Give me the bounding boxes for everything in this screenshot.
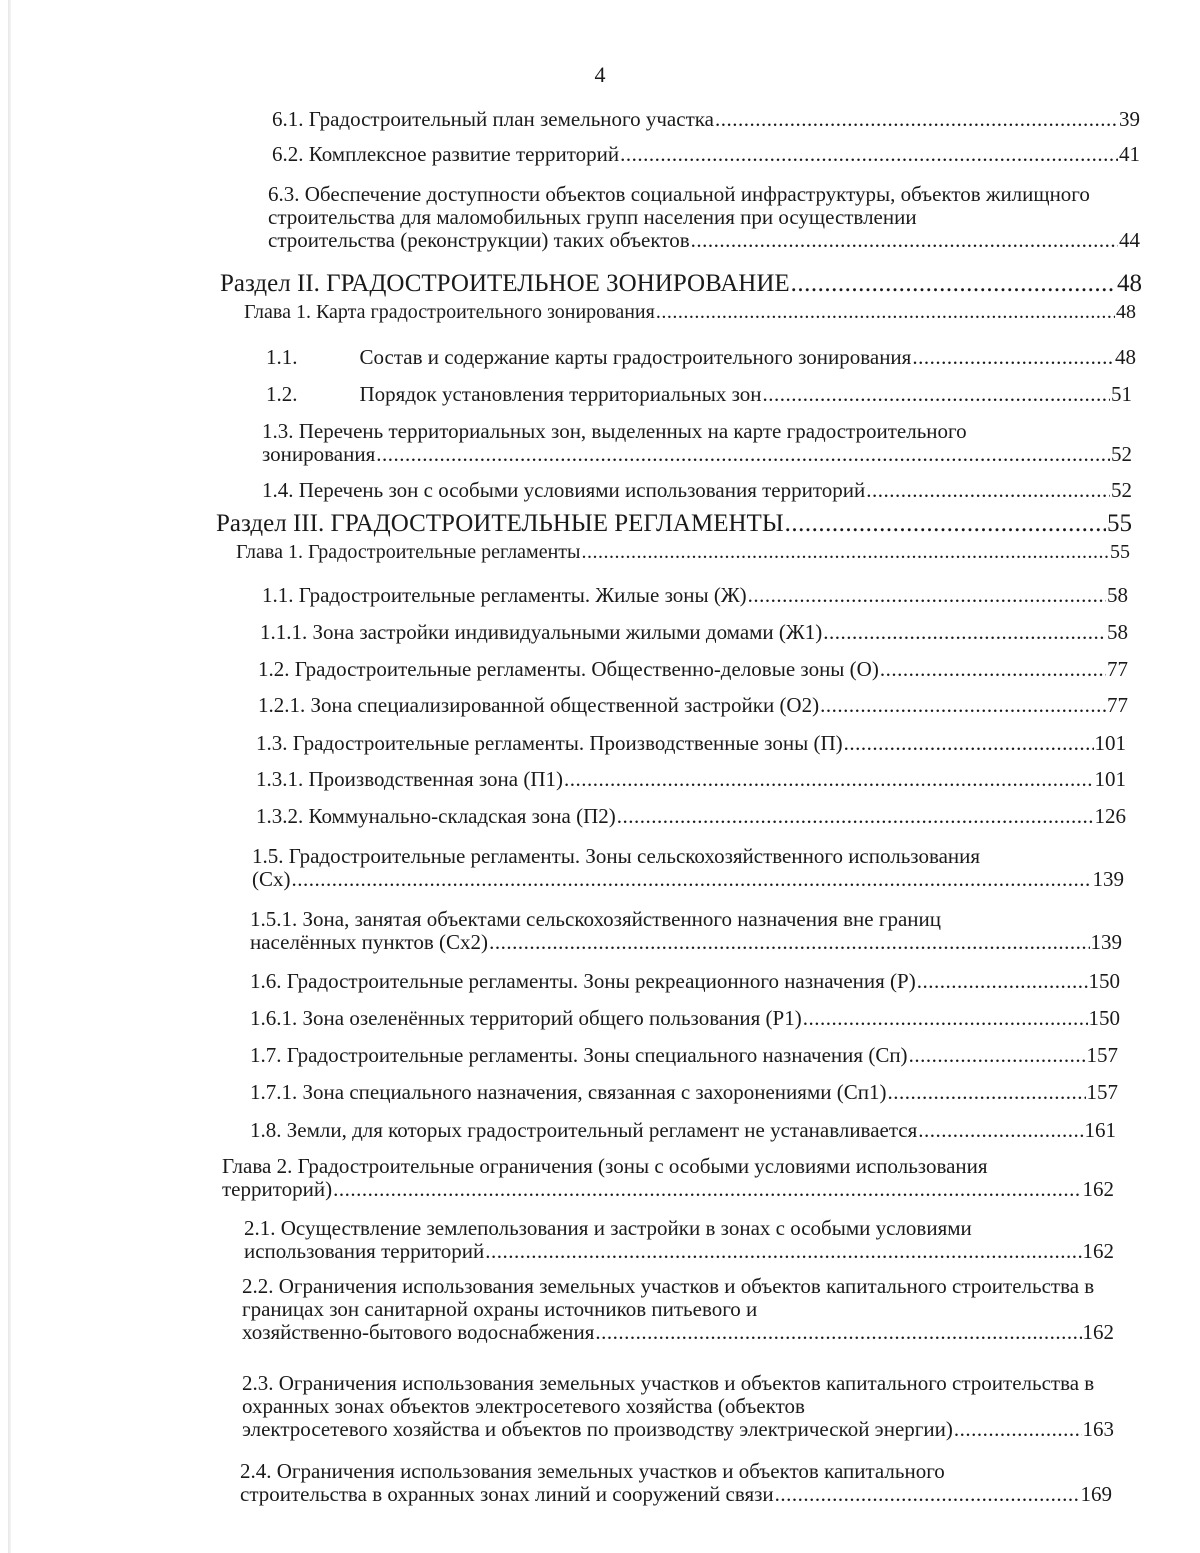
toc-entry-title: 1.7. Градостроительные регламенты. Зоны специального назначения (Сп) — [250, 1043, 908, 1067]
toc-leader — [866, 479, 1110, 502]
toc-entry-page: 157 — [1086, 1080, 1118, 1104]
toc-entry-page: 162 — [1082, 1239, 1114, 1263]
toc-entry-title: использования территорий — [244, 1239, 485, 1263]
toc-entry — [260, 621, 1128, 644]
toc-entry-title: 1.3.1. Производственная зона (П1) — [256, 767, 564, 791]
toc-entry-title: хозяйственно-бытового водоснабжения — [242, 1320, 595, 1344]
toc-entry-page: 58 — [1107, 583, 1128, 607]
toc-entry-title-wrap: 1.5. Градостроительные регламенты. Зоны сельскохозяйственного использования — [252, 844, 981, 868]
toc-entry — [268, 183, 1140, 252]
toc-entry-number: 1.1. — [266, 345, 298, 369]
toc-entry-title: Глава 1. Карта градостроительного зонирования — [244, 301, 655, 323]
toc-leader — [656, 301, 1115, 323]
toc-leader — [715, 108, 1118, 131]
toc-section — [216, 510, 1132, 538]
toc-entry-title: Раздел III. ГРАДОСТРОИТЕЛЬНЫЕ РЕГЛАМЕНТЫ — [216, 510, 784, 537]
toc-entry-title: 1.3. Градостроительные регламенты. Производственные зоны (П) — [256, 731, 843, 755]
toc-entry — [250, 970, 1120, 993]
toc-entry-page: 77 — [1107, 693, 1128, 717]
toc-leader — [785, 510, 1106, 538]
toc-entry-title-wrap: 1.3. Перечень территориальных зон, выделенных на карте градостроительного — [262, 419, 967, 443]
toc-section — [220, 270, 1142, 298]
toc-entry-title: электросетевого хозяйства и объектов по производству электрической энергии) — [242, 1417, 953, 1441]
toc-leader — [333, 1178, 1081, 1201]
toc-entry-title: 1.1.1. Зона застройки индивидуальными жилыми домами (Ж1) — [260, 620, 823, 644]
toc-entry-title-wrap: 2.2. Ограничения использования земельных участков и объектов капитального строительства в границах зон санитарной охраны источников питьевого и — [242, 1274, 1095, 1321]
toc-leader — [775, 1483, 1080, 1506]
toc-leader — [844, 732, 1094, 755]
toc-entry — [250, 1044, 1118, 1067]
toc-entry-page: 44 — [1119, 228, 1140, 252]
toc-leader — [595, 1321, 1081, 1344]
toc-leader — [581, 541, 1109, 563]
toc-entry-title: Состав и содержание карты градостроительного зонирования — [359, 345, 912, 369]
toc-entry-title: населённых пунктов (Сх2) — [250, 930, 489, 954]
toc-entry-page: 52 — [1111, 442, 1132, 466]
toc-entry-page: 52 — [1111, 478, 1132, 502]
toc-entry-title: Глава 1. Градостроительные регламенты — [236, 541, 581, 563]
toc-leader — [485, 1240, 1081, 1263]
toc-entry-title: территорий) — [222, 1177, 333, 1201]
toc-leader — [880, 658, 1106, 681]
toc-entry-title: 1.1. Градостроительные регламенты. Жилые зоны (Ж) — [262, 583, 747, 607]
toc-leader — [620, 143, 1118, 166]
toc-entry-page: 48 — [1116, 301, 1136, 323]
toc-entry-page: 169 — [1080, 1482, 1112, 1506]
toc-entry-title: строительства в охранных зонах линий и сооружений связи — [240, 1482, 774, 1506]
toc-leader — [918, 1119, 1083, 1142]
toc-leader — [763, 383, 1110, 406]
toc-entry-title-wrap: 2.1. Осуществление землепользования и застройки в зонах с особыми условиями — [244, 1216, 972, 1240]
toc-entry-number: 1.2. — [266, 382, 298, 406]
toc-entry-page: 58 — [1107, 620, 1128, 644]
toc-entry-title-wrap: Глава 2. Градостроительные ограничения (зоны с особыми условиями использования — [222, 1154, 988, 1178]
toc-entry-title: 6.1. Градостроительный план земельного участка — [272, 107, 714, 131]
toc-leader — [791, 270, 1116, 298]
toc-entry — [244, 1217, 1114, 1263]
toc-entry-title-wrap: 2.3. Ограничения использования земельных участков и объектов капитального строительства в охранных зонах объектов электросетевого хозяйства (объектов — [242, 1371, 1095, 1418]
toc-chapter — [244, 301, 1136, 323]
toc-entry-title-wrap: 2.4. Ограничения использования земельных участков и объектов капитального — [240, 1459, 945, 1483]
toc-entry-page: 163 — [1082, 1417, 1114, 1441]
toc-entry-page: 161 — [1084, 1118, 1116, 1142]
toc-leader — [564, 768, 1093, 791]
toc-entry — [242, 1372, 1114, 1441]
toc-leader — [917, 970, 1088, 993]
toc-chapter — [222, 1155, 1114, 1201]
toc-entry-title: 6.2. Комплексное развитие территорий — [272, 142, 620, 166]
toc-entry-title: 1.2.1. Зона специализированной общественной застройки (О2) — [258, 693, 820, 717]
toc-entry — [262, 584, 1128, 607]
toc-entry-title: 1.6. Градостроительные регламенты. Зоны рекреационного назначения (Р) — [250, 969, 916, 993]
toc-entry — [258, 658, 1128, 681]
toc-entry — [262, 479, 1132, 502]
toc-entry-title: 1.7.1. Зона специального назначения, связанная с захоронениями (Сп1) — [250, 1080, 887, 1104]
toc-entry-page: 48 — [1115, 345, 1136, 369]
toc-entry-title: зонирования — [262, 442, 376, 466]
toc-entry — [272, 108, 1140, 131]
toc-leader — [292, 868, 1092, 891]
toc-entry-title: Раздел II. ГРАДОСТРОИТЕЛЬНОЕ ЗОНИРОВАНИЕ — [220, 270, 790, 297]
toc-entry — [256, 805, 1126, 828]
toc-entry-title: 1.6.1. Зона озеленённых территорий общего пользования (Р1) — [250, 1006, 802, 1030]
toc-entry — [256, 768, 1126, 791]
toc-entry — [252, 845, 1124, 891]
toc-entry — [250, 908, 1122, 954]
toc-entry-page: 51 — [1111, 382, 1132, 406]
toc-leader — [691, 229, 1118, 252]
toc-entry — [250, 1081, 1118, 1104]
toc-leader — [376, 443, 1110, 466]
toc-leader — [823, 621, 1106, 644]
toc-entry-page: 39 — [1119, 107, 1140, 131]
toc-entry-page: 101 — [1094, 767, 1126, 791]
toc-entry — [256, 732, 1126, 755]
toc-leader — [748, 584, 1106, 607]
toc-entry-page: 55 — [1107, 510, 1132, 537]
toc-entry-title: строительства (реконструкции) таких объектов — [268, 228, 690, 252]
toc-leader — [489, 931, 1089, 954]
toc-entry-title-wrap: 1.5.1. Зона, занятая объектами сельскохозяйственного назначения вне границ — [250, 907, 941, 931]
toc-entry-page: 55 — [1110, 541, 1130, 563]
toc-leader — [909, 1044, 1086, 1067]
toc-entry-title: (Сх) — [252, 867, 291, 891]
toc-entry-page: 48 — [1117, 270, 1142, 297]
toc-entry-page: 139 — [1090, 930, 1122, 954]
toc-entry-page: 41 — [1119, 142, 1140, 166]
toc-entry — [258, 694, 1128, 717]
toc-entry-title: 1.8. Земли, для которых градостроительный регламент не устанавливается — [250, 1118, 918, 1142]
toc-entry-page: 162 — [1082, 1320, 1114, 1344]
page-number: 4 — [594, 62, 606, 87]
toc-entry-title: 1.4. Перечень зон с особыми условиями использования территорий — [262, 478, 866, 502]
toc-entry-title: Порядок установления территориальных зон — [359, 382, 762, 406]
toc-entry-page: 126 — [1094, 804, 1126, 828]
toc-entry — [266, 346, 1136, 369]
toc-leader — [954, 1418, 1082, 1441]
toc-leader — [912, 346, 1114, 369]
scan-edge — [8, 0, 11, 1553]
toc-chapter — [236, 541, 1130, 563]
toc-entry-page: 162 — [1082, 1177, 1114, 1201]
toc-entry — [272, 143, 1140, 166]
toc-entry — [266, 383, 1132, 406]
toc-leader — [617, 805, 1094, 828]
toc-entry — [242, 1275, 1114, 1344]
toc-entry-page: 150 — [1088, 1006, 1120, 1030]
toc-entry-page: 77 — [1107, 657, 1128, 681]
toc-entry-title: 1.2. Градостроительные регламенты. Общественно-деловые зоны (О) — [258, 657, 879, 681]
toc-entry — [250, 1007, 1120, 1030]
toc-leader — [803, 1007, 1088, 1030]
toc-entry-page: 157 — [1086, 1043, 1118, 1067]
toc-entry-page: 139 — [1092, 867, 1124, 891]
toc-entry — [250, 1119, 1116, 1142]
toc-entry-page: 101 — [1094, 731, 1126, 755]
toc-entry-title-wrap: 6.3. Обеспечение доступности объектов социальной инфраструктуры, объектов жилищного строительства для маломобильных групп населения при осуществлении — [268, 182, 1090, 229]
toc-entry-page: 150 — [1088, 969, 1120, 993]
toc-leader — [820, 694, 1106, 717]
toc-entry — [240, 1460, 1112, 1506]
toc-entry — [262, 420, 1132, 466]
toc-leader — [887, 1081, 1085, 1104]
toc-entry-title: 1.3.2. Коммунально-складская зона (П2) — [256, 804, 616, 828]
